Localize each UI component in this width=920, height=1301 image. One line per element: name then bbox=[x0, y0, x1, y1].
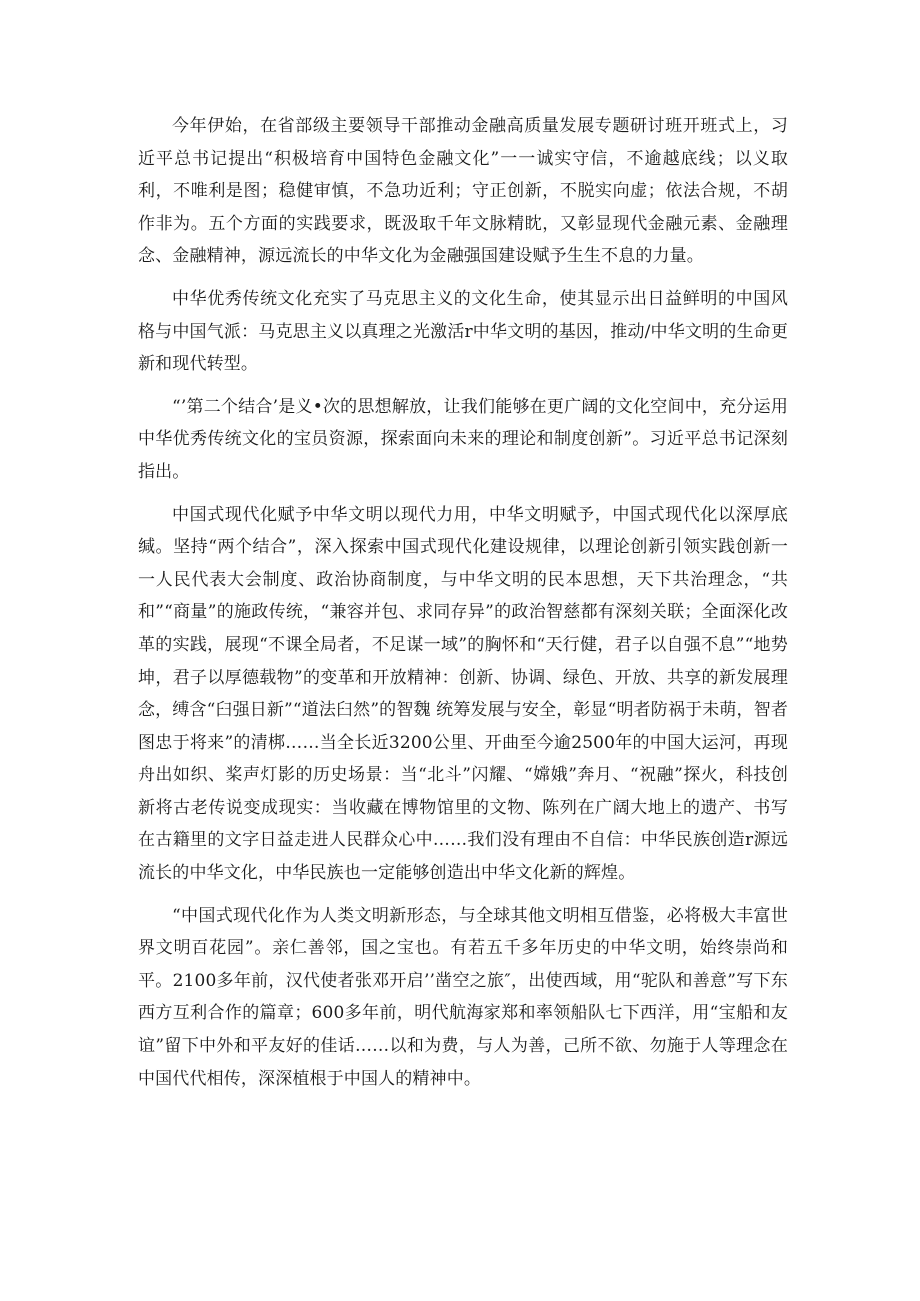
paragraph-marxism-culture: 中华优秀传统文化充实了马克思主义的文化生命，使其显示出日益鲜明的中国风格与中国气派：马克思主义以真理之光激活r中华文明的基因，推动/中华文明的生命更新和现代转型。 bbox=[138, 288, 788, 375]
paragraph-finance-culture: 今年伊始，在省部级主要领导干部推动金融高质量发展专题研讨班开班式上，习近平总书记提出“积极培育中国特色金融文化”一一诚实守信，不逾越底线；以义取利，不唯利是图；稳健审慎，不急功近利；守正创新，不脱实向虚；依法合规，不胡作非为。五个方面的实践要求，既汲取千年文脉精眈，又彰显现代金融元素、金融理念、金融精神，源远流长的中华文化为金融强国建设赋予生生不息的力量。 bbox=[138, 116, 788, 267]
paragraph-chinese-modernization: 中国式现代化赋予中华文明以现代力用，中华文明赋予，中国式现代化以深厚底缄。坚持“两个结合”，深入探索中国式现代化建设规律，以理论创新引领实践创新一一人民代表大会制度、政治协商制度，与中华文明的民本思想，天下共治理念，“共和”“商量”的施政传统，“兼容并包、求同存异”的政治智慈都有深刻关联；全面深化改革的实践，展现“不课全局者，不足谋一域”的胸怀和“天行健，君子以自强不息”“地势坤，君子以厚德载物”的变革和开放精神：创新、协调、绿色、开放、共享的新发展理念，缚含“臼强日新”“道法臼然”的智魏 统筹发展与安全，彰显“明者防祸于未萌，智者图忠于将来”的清梆……当全长近3200公里、开曲至今逾2500年的中国大运河，再现舟出如织、桨声灯影的历史场景：当“北斗”闪耀、“嫦娥”奔月、“祝融”探火，科技创新将古老传说变成现实：当收藏在博物馆里的文物、陈列在广阔大地上的遗产、书写在古籍里的文字日益走进人民群众心中……我们没有理由不自信：中华民族创造r源远流长的中华文化，中华民族也一定能够创造出中华文化新的辉煌。 bbox=[138, 504, 789, 884]
paragraph-civilization-exchange: “中国式现代化作为人类文明新形态，与全球其他文明相互借鉴，必将极大丰富世界文明百花园”。亲仁善邻，国之宝也。有若五千多年历史的中华文明，始终崇尚和平。2100多年前，汉代使者张邓开启’’凿空之旅″，出使西域，用“驼队和善意”写下东西方互利合作的篇章；600多年前，明代航海家郑和率领船队七下西洋，用“宝船和友谊”留下中外和平友好的佳话……以和为费，与人为善，己所不欲、勿施于人等理念在中国代代相传，深深植根于中国人的精神中。 bbox=[138, 905, 788, 1089]
paragraph-second-integration: “’第二个结合’是义•次的思想解放，让我们能够在更广阔的文化空间中，充分运用中华优秀传统文化的宝员资源，探索面向未来的理论和制度创新”。习近平总书记深刻指出。 bbox=[138, 396, 788, 482]
document-body bbox=[138, 110, 788, 1105]
